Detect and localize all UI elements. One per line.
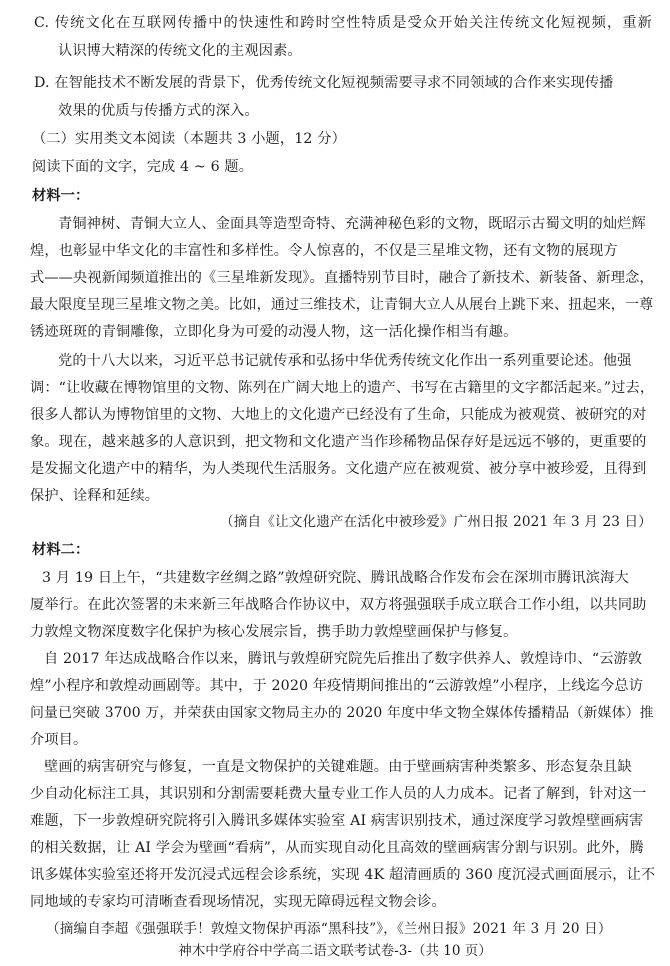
material-2-line: 的相关数据，让 AI 学会为壁画“看病”，从而实现自动化且高效的壁画病害分割与识别。此外，腾 [30,840,644,856]
material-1-line: 党的十八大以来，习近平总书记就传承和弘扬中华优秀传统文化作出一系列重要论述。他强 [58,353,632,369]
material-2-line: 厦举行。在此次签署的未来新三年战略合作协议中，双方将强强联手成立联合工作小组，以共同助 [30,597,647,613]
material-1-line: 式——央视新闻频道推出的《三星堆新发现》。直播特别节目时，融合了新技术、新装备、新理念， [30,270,654,286]
material-1-line: 最大限度呈现三星堆文物之美。比如，通过三维技术，让青铜大立人从展台上跳下来、扭起来，一尊 [30,297,654,313]
material-1-source: （摘自《让文化遗产在活化中被珍爱》广州日报 2021 年 3 月 23 日） [219,514,652,530]
material-2-line: 难题，下一步敦煌研究院将引入腾讯多媒体实验室 AI 病害识别技术，通过深度学习敦煌壁画病害 [30,813,644,829]
material-2-source: （摘编自李超《强强联手！敦煌文物保护再添“黑科技”》，《兰州日报》2021 年 3 月 20 日） [46,921,612,937]
page-footer: 神木中学府谷中学高二语文联考试卷-3-（共 10 页） [178,943,492,959]
material-2-line: 壁画的病害研究与修复，一直是文物保护的关键难题。由于壁画病害种类繁多、形态复杂且缺 [44,759,632,775]
material-2-line: 3 月 19 日上午，“共建数字丝绸之路”敦煌研究院、腾讯战略合作发布会在深圳市腾讯滨海大 [42,570,629,586]
material-1-line: 是发掘文化遗产中的精华，为人类现代生活服务。文化遗产应在被观赏、被分享中被珍爱，且得到 [30,461,647,477]
material-1-title: 材料一： [32,188,90,204]
material-1-line: 青铜神树、青铜大立人、金面具等造型奇特、充满神秘色彩的文物，既昭示古蜀文明的灿烂辉 [58,216,646,232]
section-heading: （二）实用类文本阅读（本题共 3 小题，12 分） [32,131,346,147]
material-2-line: 讯多媒体实验室还将开发沉浸式远程会诊系统，实现 4K 超清画质的 360 度沉浸式画面展示，让不 [30,867,656,883]
material-2-line: 力敦煌文物深度数字化保护为核心发展宗旨，携手助力敦煌壁画保护与修复。 [30,624,518,640]
material-1-line: 象。现在，越来越多的人意识到，把文物和文化遗产当作珍稀物品保存好是远远不够的，更重要的 [30,434,647,450]
material-1-line: 保护、诠释和延续。 [30,488,160,504]
section-instruction: 阅读下面的文字，完成 4 ~ 6 题。 [32,159,254,175]
material-2-line: 同地域的专家均可清晰查看现场情况，实现无障碍远程文物会诊。 [30,894,446,910]
option-c-line-1: C. 传统文化在互联网传播中的快速性和跨时空性特质是受众开始关注传统文化短视频，重新 [34,15,652,31]
option-c-line-2: 认识博大精深的传统文化的主观因素。 [58,43,302,59]
option-d-line-1: D. 在智能技术不断发展的背景下，优秀传统文化短视频需要寻求不同领域的合作来实现传播 [34,75,614,91]
material-2-line: 自 2017 年达成战略合作以来，腾讯与敦煌研究院先后推出了数字供养人、敦煌诗巾、“云游敦 [44,651,643,667]
material-2-line: 少自动化标注工具，其识别和分割需要耗费大量专业工作人员的人力成本。记者了解到，针对这一 [30,786,647,802]
material-2-line: 煌”小程序和敦煌动画剧等。其中，于 2020 年疫情期间推出的“云游敦煌”小程序，上线迄今总访 [30,678,644,694]
material-2-title: 材料二： [32,542,90,558]
option-d-line-2: 效果的优质与传播方式的深入。 [58,103,259,119]
material-1-line: 锈迹斑斑的青铜雕像，立即化身为可爱的动漫人物，这一活化操作相当有趣。 [30,324,518,340]
material-2-line: 介项目。 [30,732,88,748]
material-2-line: 问量已突破 3700 万，并荣获由国家文物局主办的 2020 年度中华文物全媒体传播精品（新媒体）推 [30,705,654,721]
material-1-line: 调：“让收藏在博物馆里的文物、陈列在广阔大地上的遗产、书写在古籍里的文字都活起来。”过去， [30,380,655,396]
material-1-line: 煌，也彰显中华文化的丰富性和多样性。令人惊喜的，不仅是三星堆文物，还有文物的展现方 [30,243,618,259]
material-1-line: 很多人都认为博物馆里的文物、大地上的文化遗产已经没有了生命，只能成为被观赏、被研究的对 [30,407,647,423]
